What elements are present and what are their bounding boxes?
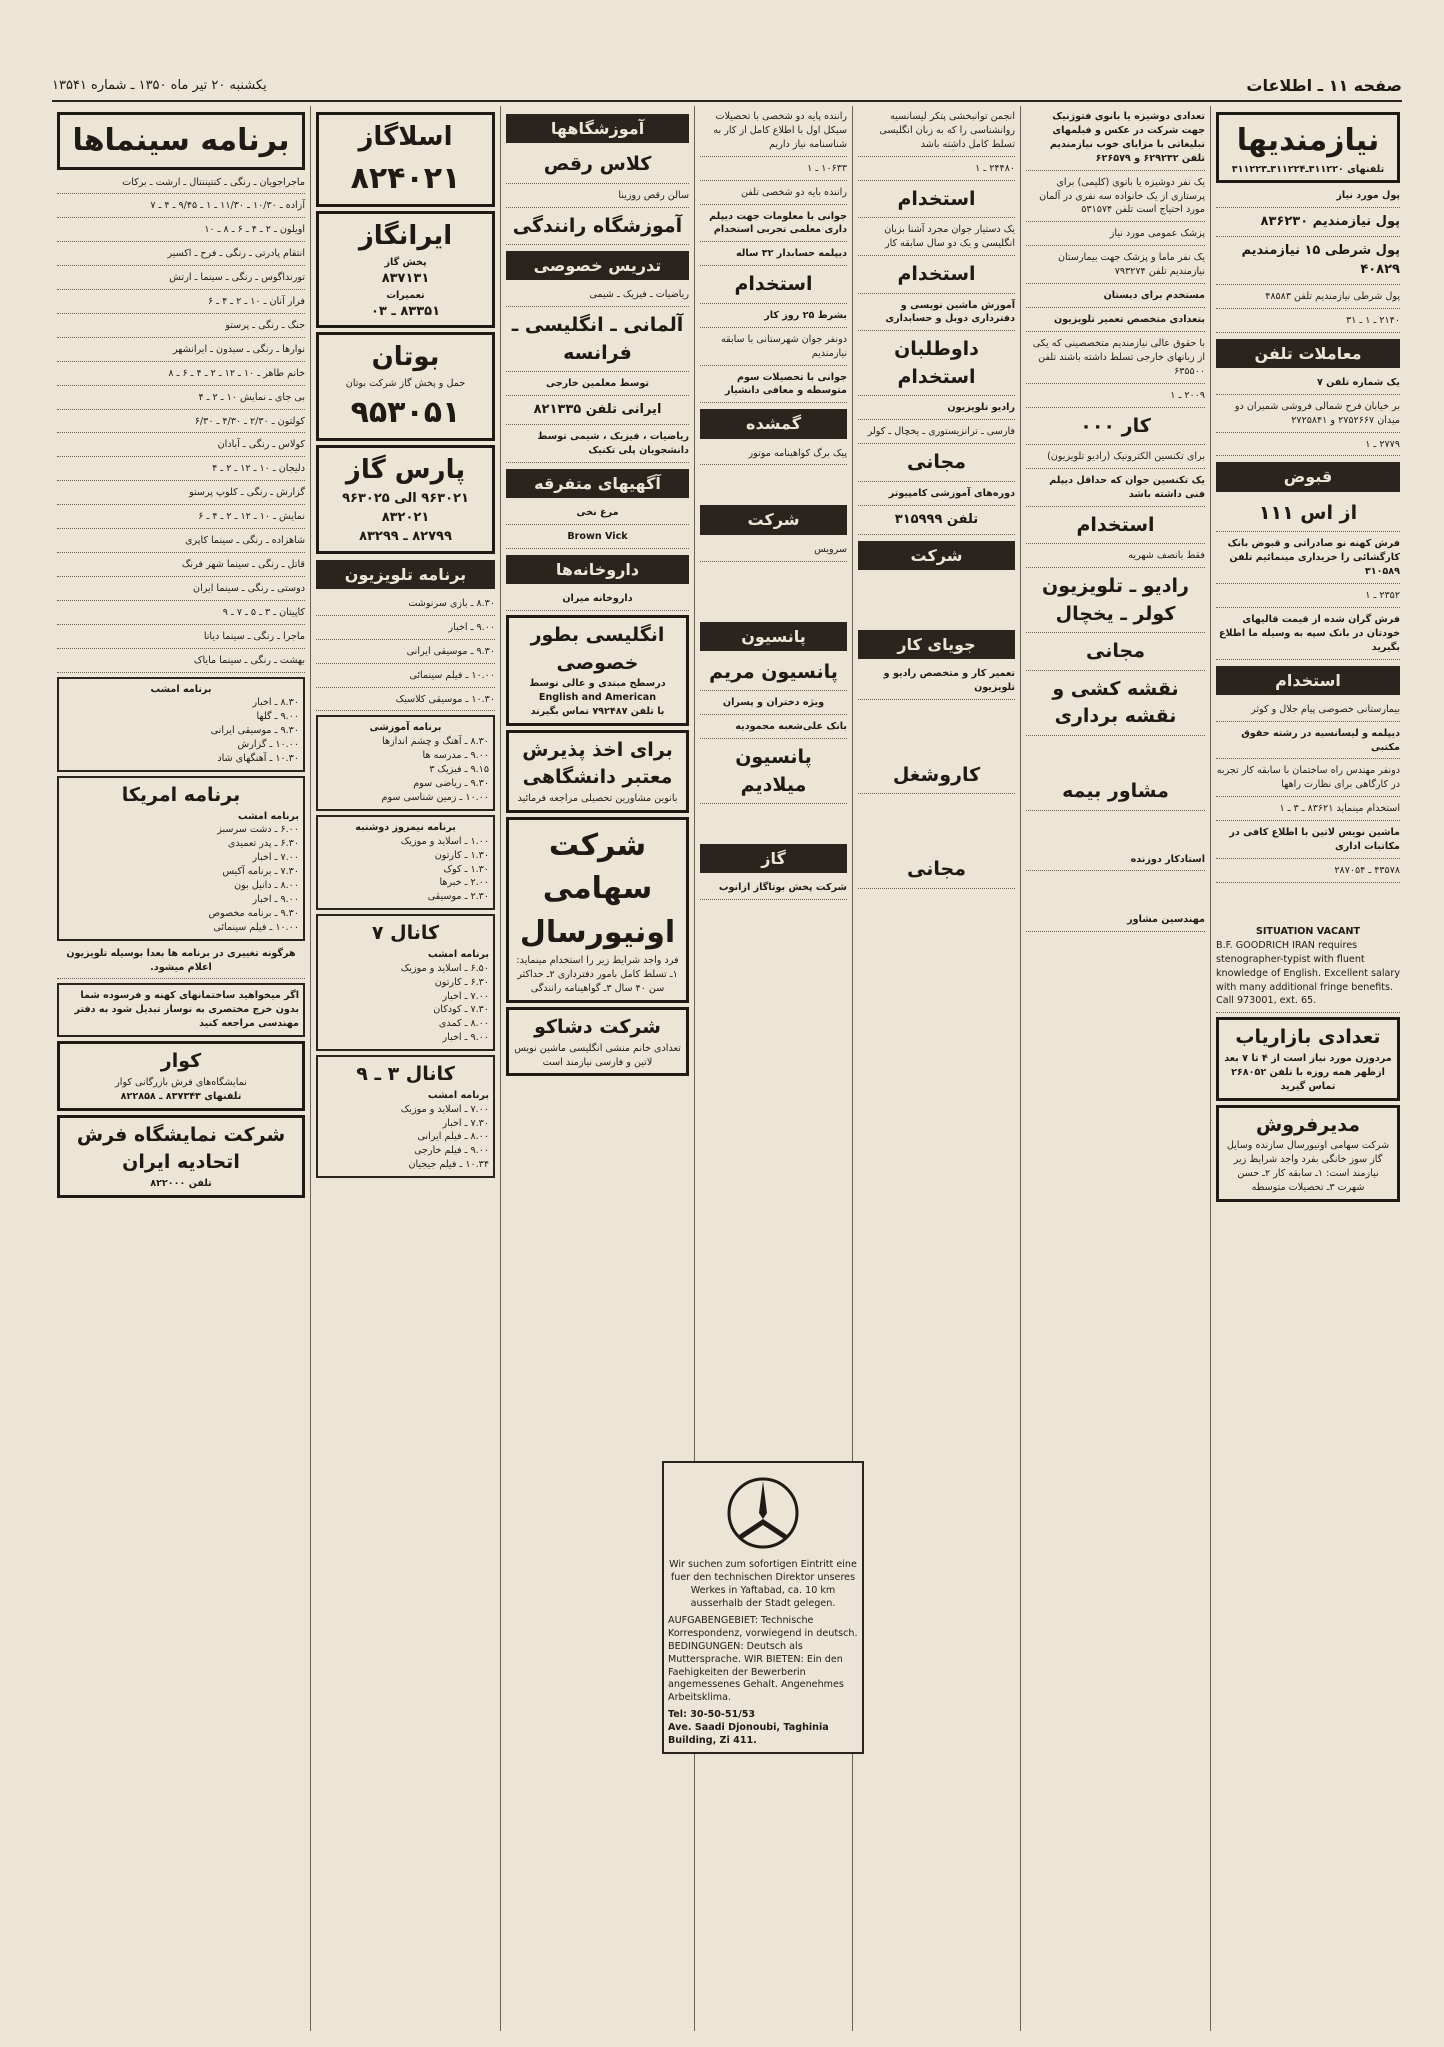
ad: پول نیازمندیم ۸۳۶۲۳۰ [1216, 211, 1400, 237]
section-heading: گاز [700, 844, 847, 873]
dashako-box [506, 1007, 689, 1076]
tv-item: ۹.۳۰ ـ موسیقی ایرانی [316, 643, 495, 664]
english-box-title: انگلیسی بطور خصوصی [530, 624, 665, 674]
english-box-sub: درسطح مبتدی و عالی توسط [529, 678, 666, 690]
dashako-body: تعدادی خانم منشی انگلیسی ماشین نویس لاتین و فارسی نیازمند است [514, 1042, 681, 1068]
cinema-item: ماجراجویان ـ رنگی ـ کنتیننتال ـ ارشت ـ برکات [57, 174, 305, 195]
educational-program-box [316, 715, 495, 810]
ad: فقط بانصف شهریه [1026, 547, 1205, 568]
section-heading: پانسیون [700, 622, 847, 651]
ad: ۲۳۵۲ ـ ۱ [1216, 587, 1400, 608]
cowar-phone: تلفنهای ۸۳۷۳۴۳ ـ ۸۲۲۸۵۸ [120, 1090, 242, 1102]
sales-body: شرکت سهامی اونیورسال سازنده وسایل گاز سوز خانگی بفرد واجد شرایط زیر نیازمند است: ۱ـ سابقه کار ۲ـ حسن شهرت ۳ـ تحصیلات متوسطه [1226, 1140, 1390, 1193]
ad: راننده پایه دو شخصی با تحصیلات سیکل اول با اطلاع کامل از کار به شناسنامه نیاز داریم [700, 108, 847, 157]
universal-company-body: فرد واجد شرایط زیر را استخدام مینماید: ۱ـ تسلط کامل بامور دفترداری ۲ـ حداکثر سن ۴۰ سال ۳ـ گواهینامه رانندگی [516, 955, 679, 995]
ad: راننده بایه دو شخصی تلفن [700, 184, 847, 205]
ad: یک نفر دوشیزه یا بانوی (کلیمی) برای پرستاری از یک خانواده سه نفری در آلمان مورد احتیاج است تلفن ۵۳۱۵۷۴ [1026, 174, 1205, 223]
ad: دیپلمه و لیسانسیه در رشته حقوق مکتبی [1216, 725, 1400, 760]
noon-title: برنامه نیمروز دوشنبه [355, 821, 456, 833]
cinema-title: برنامه سینماها [72, 123, 290, 158]
cinema-item: گزارش ـ رنگی ـ کلوپ پرستو [57, 484, 305, 505]
cowar-title: کوار [160, 1050, 202, 1073]
ad: استخدام مینماید ۸۳۶۲۱ ـ ۳ ـ ۱ [1216, 800, 1400, 821]
ad: مجانی [858, 854, 1015, 889]
america-item: ۸.۰۰ ـ دانیل بون [234, 880, 299, 892]
channel-7-box [316, 914, 495, 1051]
cinema-item: شاهزاده ـ رنگی ـ سینما کاپری [57, 532, 305, 553]
cinema-item: کاپیتان ـ ۳ ـ ۵ ـ ۷ ـ ۹ [57, 604, 305, 625]
educational-item: ۱۰.۰۰ ـ زمین شناسی سوم [381, 791, 489, 803]
channel-7-item: ۷.۰۰ ـ اخبار [442, 990, 489, 1002]
cinema-item: ماجرا ـ رنگی ـ سینما دیانا [57, 628, 305, 649]
column-ads-3 [852, 106, 1020, 2031]
ad: پانسیون میلادیم [700, 742, 847, 804]
classifieds-phones: تلفنهای ۳۱۱۲۲۰ـ۳۱۱۲۲۴ـ۳۱۱۲۲۳ [1231, 163, 1385, 175]
cinema-item: اویلون ـ ۲ ـ ۴ ـ ۶ ـ ۸ ـ ۱۰ [57, 221, 305, 242]
ad: ۱۰۶۳۳ ـ ۱ [700, 160, 847, 181]
cinema-item: نوارها ـ رنگی ـ سیدون ـ ایرانشهر [57, 341, 305, 362]
cinema-item: قاتل ـ رنگی ـ سینما شهر فرنگ [57, 556, 305, 577]
ad: مجانی [858, 447, 1015, 482]
ad: مستخدم برای دبستان [1026, 287, 1205, 308]
educational-item: ۹.۳۰ ـ ریاضی سوم [413, 778, 489, 790]
ad: داروخانه میران [506, 590, 689, 611]
america-item: ۷.۳۰ ـ برنامه آکیس [222, 866, 299, 878]
radio-item: ۹.۰۰ ـ گلها [256, 711, 299, 723]
ad: تلفن ۳۱۵۹۹۹ [858, 509, 1015, 535]
ad: مرغ نخی [506, 504, 689, 525]
channel-9-box [316, 1055, 495, 1178]
radio-item: ۸.۳۰ ـ اخبار [252, 697, 299, 709]
noon-item: ۱.۳۰ ـ کارتون [434, 849, 489, 861]
ad: پول شرطی ۱۵ نیازمندیم ۴۰۸۲۹ [1216, 240, 1400, 285]
ad: فرش گران شده از قیمت قالیهای خودتان در بانک سپه به وسیله ما اطلاع بگیرید [1216, 611, 1400, 660]
parsgaz-phone: ۹۶۳۰۲۱ الی ۹۶۳۰۲۵ [342, 491, 469, 507]
channel-7-item: ۶.۳۰ ـ کارتون [434, 976, 489, 988]
section-heading: معاملات تلفن [1216, 339, 1400, 368]
ad: استخدام [858, 259, 1015, 294]
ad: سرویس [700, 541, 847, 562]
radio-item: ۱۰.۰۰ ـ گزارش [237, 739, 299, 751]
irangaz-repair: تعمیرات [386, 289, 425, 301]
radio-item: ۹.۳۰ ـ موسیقی ایرانی [210, 725, 299, 737]
channel-7-item: ۹.۰۰ ـ اخبار [442, 1032, 489, 1044]
ad: با حقوق عالی نیازمندیم متخصصینی که یکی از زبانهای خارجی تسلط داشته باشند تلفن ۶۳۵۵۰۰ [1026, 335, 1205, 384]
section-heading: داروخانه‌ها [506, 555, 689, 584]
parsgaz-phone-3: ۸۲۷۹۹ ـ ۸۳۲۹۹ [359, 528, 452, 544]
ad: از اس ۱۱۱ [1216, 498, 1400, 533]
ad: ۴۳۵۷۸ ـ ۲۸۷۰۵۴ [1216, 862, 1400, 883]
ad: آموزش ماشین نویسی و دفترداری دوبل و حسابداری [858, 297, 1015, 332]
sales-title: مدیرفروش [1256, 1113, 1360, 1136]
radio-program-box [57, 677, 305, 772]
america-item: ۷.۰۰ ـ اخبار [252, 852, 299, 864]
date-issue: یکشنبه ۲۰ تیر ماه ۱۳۵۰ ـ شماره ۱۳۵۴۱ [52, 77, 267, 93]
ad: ۲۱۴۰ ـ ۱ ـ ۳۱ [1216, 312, 1400, 333]
german-job-ad [662, 1461, 864, 1754]
ad: پانسیون مریم [700, 657, 847, 692]
dashako-title: شرکت دشاکو [534, 1016, 661, 1039]
ad: آلمانی ـ انگلیسی ـ فرانسه [506, 310, 689, 372]
butan-box [316, 332, 495, 441]
column-brands-tv [310, 106, 500, 2031]
page-header [52, 70, 1402, 102]
cinema-item: دلیجان ـ ۱۰ ـ ۱۲ ـ ۲ ـ ۴ [57, 460, 305, 481]
cowar-box [57, 1041, 305, 1110]
ad: کاروشغل [858, 760, 1015, 795]
ad: بتعدادی متخصص تعمیر تلویزیون [1026, 311, 1205, 332]
irangaz-sub: پخش گاز [384, 256, 427, 268]
tv-item: ۱۰.۳۰ ـ موسیقی کلاسیک [316, 691, 495, 712]
ad: تعمیر کار و متخصص رادیو و تلویزیون [858, 665, 1015, 700]
ad: جوانی با معلومات جهت دیپلم داری معلمی تجربی استخدام [700, 208, 847, 243]
ad: کار ۰۰۰ [1026, 411, 1205, 446]
ad: پیک برگ کواهینامه موتور [700, 445, 847, 466]
irangaz-repair-phone: ۸۳۳۵۱ ـ ۰۳ [370, 303, 441, 319]
channel-9-item: ۱۰.۳۴ ـ فیلم جیجیان [408, 1159, 489, 1171]
america-item: ۱۰.۰۰ ـ فیلم سینمائی [213, 921, 299, 933]
ad: بانک علی‌شعبه محمودیه [700, 718, 847, 739]
section-heading: آموزشگاهها [506, 114, 689, 143]
channel-7-item: ۷.۳۰ ـ کودکان [433, 1004, 489, 1016]
cinema-item: فرار آنان ـ ۱۰ ـ ۲ ـ ۴ ـ ۶ [57, 293, 305, 314]
america-program-box [57, 776, 305, 941]
ad: فرش کهنه نو صادراتی و قبوض بانک کارگشائی را خریداری مینمائیم تلفن ۳۱۰۵۸۹ [1216, 535, 1400, 584]
educational-title: برنامه آموزشی [369, 722, 442, 734]
section-heading: شرکت [858, 541, 1015, 570]
german-ad-details: AUFGABENGEBIET: Technische Korrespondenz, vorwiegend in deutsch. BEDINGUNGEN: Deutsch als Muttersprache. WIR BIETEN: Ein den Faehigkeiten der Bewerberin angemessenes Gehalt. Angenehmes Arbeitsklima. [668, 1614, 858, 1704]
aslagaz-box [316, 112, 495, 207]
aslagaz-logo: اسلاگاز [358, 122, 453, 152]
mercedes-star-icon [723, 1473, 803, 1553]
section-heading: استخدام [1216, 666, 1400, 695]
channel-7-title: کانال ۷ [371, 922, 440, 945]
cinema-item: کولتون ـ ۲/۳۰ ـ ۴/۳۰ ـ ۶/۳۰ [57, 413, 305, 434]
ad: توسط معلمین خارجی [506, 375, 689, 396]
cinema-item: بی جای ـ نمایش ۱۰ ـ ۲ ـ ۴ [57, 389, 305, 410]
ad: پزشک عمومی مورد نیاز [1026, 225, 1205, 246]
channel-9-item: ۷.۳۰ ـ اخبار [442, 1117, 489, 1129]
renovation-notice: اگر میخواهید ساختمانهای کهنه و فرسوده شما بدون خرج مختصری به نوساز تبدیل شود به دفتر مهندسی مراجعه کنید [57, 983, 305, 1037]
university-box [506, 730, 689, 813]
english-lesson-box [506, 615, 689, 726]
ad: رادیو ـ تلویزیون کولر ـ یخچال [1026, 571, 1205, 633]
german-ad-address: Ave. Saadi Djonoubi, Taghinia Building, Zi 411. [668, 1722, 829, 1747]
tv-item: ۱۰.۰۰ ـ فیلم سینمائی [316, 667, 495, 688]
cinema-item: آزاده ـ ۱۰/۳۰ ـ ۱۱/۳۰ ـ ۱ ـ ۹/۴۵ ـ ۴ ـ ۷ [57, 197, 305, 218]
ad: یک نفر ماما و پزشک جهت بیمارستان نیازمندیم تلفن ۷۹۳۲۷۴ [1026, 249, 1205, 284]
butan-sub: حمل و پخش گاز شرکت بوتان [345, 378, 466, 390]
ad: جوانی با تحصیلات سوم متوسطه و معافی دانشیار [700, 369, 847, 404]
ad: بر خیابان فرح شمالی فروشی شمیران دو میدان ۲۷۵۲۶۶۷ و ۲۷۲۵۸۴۱ [1216, 398, 1400, 433]
ad: بشرط ۲۵ روز کار [700, 307, 847, 328]
german-ad-body: Wir suchen zum sofortigen Eintritt eine fuer den technischen Direktor unseres Werkes in Yaftabad, ca. 10 km ausserhalb der Stadt gelegen. [669, 1559, 857, 1609]
ad: یک تکنسین جوان که حداقل دیپلم فنی داشته باشد [1026, 472, 1205, 507]
educational-item: ۸.۳۰ ـ آهنگ و چشم اندازها [382, 736, 489, 748]
aslagaz-phone: ۸۲۴۰۲۱ [350, 160, 461, 196]
column-ads-2 [1020, 106, 1210, 2031]
ad: ریاضیات ـ فیزیک ـ شیمی [506, 286, 689, 307]
ad: کلاس رقص [506, 149, 689, 184]
ad: بیمارستانی خصوصی پیام جلال و کوثر [1216, 701, 1400, 722]
german-ad-tel: Tel: 30-50-51/53 [668, 1709, 756, 1721]
irangaz-logo: ایرانگاز [358, 221, 453, 252]
bottom-phone: تلفن ۸۲۲۰۰۰ [150, 1177, 212, 1189]
ad: استخدام [1026, 510, 1205, 545]
ad: برای تکنسین الکترونیک (رادیو تلویزیون) [1026, 448, 1205, 469]
channel-9-item: ۷.۰۰ ـ اسلاید و موزیک [400, 1103, 489, 1115]
ad: سالن رقص روزینا [506, 187, 689, 208]
america-item: برنامه امشب [237, 810, 299, 822]
ad: استخدام [858, 184, 1015, 219]
america-item: ۹.۳۰ ـ برنامه مخصوص [208, 907, 299, 919]
cinema-item: انتقام پادرتی ـ رنگی ـ فرح ـ اکسیر [57, 245, 305, 266]
section-heading: شرکت [700, 505, 847, 534]
cowar-body: نمایشگاه‌های فرش بازرگانی کوار [115, 1076, 247, 1088]
noon-item: ۲.۰۰ ـ خبرها [439, 877, 489, 889]
channel-7-item: ۸.۰۰ ـ کمدی [438, 1018, 489, 1030]
noon-program-box [316, 815, 495, 910]
ad: انجمن توانبخشی پتکر لیسانسیه روانشناسی را که به زبان انگلیسی تسلط کامل داشته باشد [858, 108, 1015, 157]
classifieds-title-box [1216, 112, 1400, 183]
irangaz-phone: ۸۳۷۱۳۱ [381, 270, 430, 286]
cinema-item: دوستی ـ رنگی ـ سینما ایران [57, 580, 305, 601]
ad: استادکار دوزنده [1026, 851, 1205, 872]
ad: دونفر جوان شهرستانی با سابقه نیازمندیم [700, 331, 847, 366]
cinema-item: نمایش ـ ۱۰ ـ ۱۲ ـ ۲ ـ ۴ ـ ۶ [57, 508, 305, 529]
channel-7-item: ۶.۵۰ ـ اسلاید و موزیک [400, 962, 489, 974]
ad: ویژه دختران و پسران [700, 694, 847, 715]
bazaar-title: تعدادی بازاریاب [1235, 1026, 1381, 1049]
bottom-brand-box [57, 1115, 305, 1198]
bazaar-body: مردوزن مورد نیاز است از ۴ تا ۷ بعد ازظهر همه روزه با تلفن ۲۶۸۰۵۲ تماس گیرید [1224, 1052, 1392, 1092]
channel-9-item: برنامه امشب [427, 1089, 489, 1101]
section-heading: تدریس خصوصی [506, 251, 689, 280]
ad: یک دستیار جوان مجرد آشنا بزبان انگلیسی و یک دو سال سابقه کار [858, 221, 1015, 256]
butan-logo: بوتان [371, 342, 440, 373]
section-heading: قبوض [1216, 462, 1400, 491]
ad: ریاضیات ، فیزیک ، شیمی توسط دانشجویان پلی تکنیک [506, 428, 689, 463]
ad: یک شماره تلفن ۷ [1216, 374, 1400, 395]
column-cinema [52, 106, 310, 2031]
section-heading: گمشده [700, 409, 847, 438]
ad: پول شرطی نیازمندیم تلفن ۴۸۵۸۳ [1216, 288, 1400, 309]
situation-vacant-ad [1216, 923, 1400, 1013]
cinema-item: جنگ ـ رنگی ـ پرستو [57, 317, 305, 338]
educational-item: ۹.۰۰ ـ مدرسه ها [422, 750, 489, 762]
ad: داوطلبان استخدام [858, 334, 1015, 396]
ad: مجانی [1026, 636, 1205, 671]
english-box-phone: با تلفن ۷۹۲۴۸۷ تماس بگیرند [530, 705, 665, 717]
cinema-item: خانم طاهر ـ ۱۰ ـ ۱۲ ـ ۲ ـ ۴ ـ ۶ ـ ۸ [57, 365, 305, 386]
tv-item: ۸.۳۰ ـ بازی سرنوشت [316, 595, 495, 616]
cinema-item: تورنداگوس ـ رنگی ـ سینما ـ ارتش [57, 269, 305, 290]
situation-body: B.F. GOODRICH IRAN requires stenographer-typist with fluent knowledge of English. Excellent salary with many additional fringe benefits. Call 973001, ext. 65. [1216, 939, 1401, 1007]
university-body: بانوین مشاورین تحصیلی مراجعه فرمائید [517, 792, 678, 804]
irangaz-box [316, 211, 495, 328]
ad: شرکت پخش بوتاگاز ازانوب [700, 879, 847, 900]
channel-9-item: ۹.۰۰ ـ فیلم خارجی [414, 1145, 489, 1157]
ad: ایرانی تلفن ۸۲۱۳۳۵ [506, 399, 689, 425]
section-heading: جویای کار [858, 630, 1015, 659]
ad: مهندسین مشاور [1026, 911, 1205, 932]
situation-title: SITUATION VACANT [1255, 925, 1361, 937]
section-heading: آگهیهای متفرقه [506, 469, 689, 498]
ad: دیپلمه حسابدار ۳۲ ساله [700, 245, 847, 266]
ad: رادیو تلویزیون [858, 399, 1015, 420]
noon-item: ۲.۳۰ ـ موسیقی [427, 891, 489, 903]
america-item: ۶.۳۰ ـ پدر تعمیدی [227, 838, 299, 850]
bazaar-box [1216, 1017, 1400, 1100]
ad: ۲۷۷۹ ـ ۱ [1216, 436, 1400, 457]
america-item: ۶.۰۰ ـ دشت سرسبز [217, 824, 299, 836]
parsgaz-logo: پارس گاز [345, 455, 466, 486]
ad: دوره‌های آموزشی کامپیوتر [858, 485, 1015, 506]
ad: آموزشگاه رانندگی [506, 211, 689, 246]
english-box-latin: English and American [538, 692, 657, 704]
ad: پول مورد نیاز [1216, 187, 1400, 208]
cinema-title-box [57, 112, 305, 170]
ad: فارسی ـ ترانزیستوری ـ یخچال ـ کولر [858, 423, 1015, 444]
ad: ماشین نویس لاتین با اطلاع کافی در مکاتبات اداری [1216, 824, 1400, 859]
universal-company-title: شرکت سهامی اونیورسال [519, 827, 676, 950]
bottom-brand: شرکت نمایشگاه فرش اتحادیه ایران [76, 1123, 286, 1174]
parsgaz-box [316, 445, 495, 553]
newspaper-page [52, 52, 1442, 2037]
page-label: صفحه ۱۱ ـ اطلاعات [1246, 75, 1402, 95]
ad: نقشه کشی و نقشه برداری [1026, 674, 1205, 736]
noon-item: ۱.۳۰ ـ کوک [443, 863, 489, 875]
ad: Brown Vick [506, 528, 689, 549]
cinema-item: بهشت ـ رنگی ـ سینما مایاک [57, 652, 305, 673]
ad: تعدادی دوشیزه یا بانوی فتوژنیک جهت شرکت در عکس و فیلمهای تبلیغاتی با مزایای خوب نیازمندیم تلفن ۶۲۹۲۳۲ و ۶۲۶۵۷۹ [1026, 108, 1205, 171]
universal-company-box [506, 817, 689, 1003]
ad: استخدام [700, 269, 847, 304]
ad: مشاور بیمه [1026, 776, 1205, 811]
ad: ۲۰۰۹ ـ ۱ [1026, 387, 1205, 408]
channel-9-title: کانال ۳ ـ ۹ [356, 1063, 455, 1086]
channel-7-item: برنامه امشب [427, 948, 489, 960]
university-title: برای اخذ پذیرش معتبر دانشگاهی [522, 738, 673, 789]
column-classifieds [1210, 106, 1405, 2031]
parsgaz-phone-2: ۸۳۲۰۲۱ [381, 510, 430, 525]
radio-item: ۱۰.۳۰ ـ آهنگهای شاد [217, 753, 299, 765]
america-item: ۹.۰۰ ـ اخبار [252, 893, 299, 905]
ad: ۲۴۴۸۰ ـ ۱ [858, 160, 1015, 181]
butan-phone: ۹۵۳۰۵۱ [350, 394, 461, 430]
cinema-item: کولاس ـ رنگی ـ آبادان [57, 436, 305, 457]
classifieds-title: نیازمندیها [1236, 123, 1380, 158]
america-title: برنامه امریکا [121, 783, 241, 806]
noon-item: ۱.۰۰ ـ اسلاید و موزیک [400, 835, 489, 847]
channel-9-item: ۸.۰۰ ـ فیلم ایرانی [417, 1131, 489, 1143]
tv-notice: هرگونه تغییری در برنامه ها بعدا بوسیله تلویزیون اعلام میشود. [57, 945, 305, 980]
educational-item: ۹.۱۵ ـ فیزیک ۳ [429, 764, 489, 776]
radio-title: برنامه امشب [150, 683, 212, 695]
tv-item: ۹.۰۰ ـ اخبار [316, 619, 495, 640]
tv-title: برنامه تلویزیون [316, 560, 495, 589]
sales-box [1216, 1105, 1400, 1202]
ad: دونفر مهندس راه ساختمان با سابقه کار تجربه در کارگاهی برای نظارت راهها [1216, 762, 1400, 797]
